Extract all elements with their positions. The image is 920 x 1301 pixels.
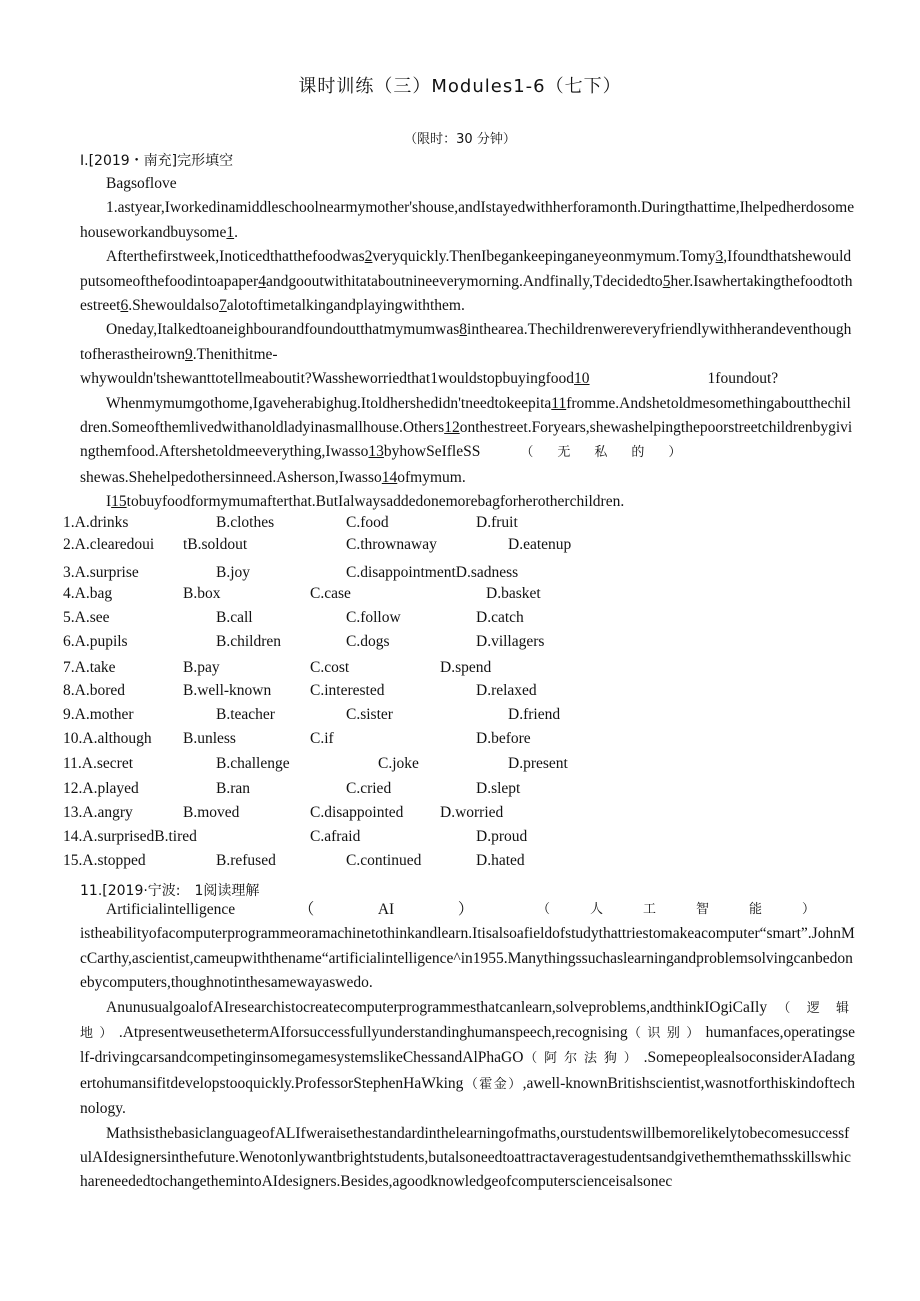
option-6-C: C.dogs <box>346 633 390 650</box>
option-row-5 <box>63 609 863 633</box>
paragraph-5: I15tobuyfoodformymumafterthat.ButIalwaysaddedonemorebagforherotherchildren. <box>106 493 625 511</box>
option-4-A: 4.A.bag <box>63 585 113 602</box>
option-5-B: B.call <box>216 609 253 626</box>
option-13-D: D.worried <box>440 804 504 821</box>
option-9-B: B.teacher <box>216 706 275 723</box>
option-row-11 <box>63 755 863 779</box>
paragraph-2: Afterthefirstweek,Inoticedthatthefoodwas2veryquickly.ThenIbegankeepinganeyeonmymum.Tomy3,Ifoundthatshewouldputsomeofthefoodintoapaper4andgooutwithitataboutnineeverymorning.Andfinally,Tdecidedto5her.Isawhertakingthefoodtothestreet6.Shewouldalso7alotoftimetalkingandplayingwiththem. <box>80 248 853 315</box>
option-row-8 <box>63 682 863 706</box>
option-6-B: B.children <box>216 633 281 650</box>
blank-15: 15 <box>111 493 127 511</box>
option-14-D: D.proud <box>476 828 528 845</box>
paragraph-4: Whenmymumgothome,Igaveherabighug.Itoldhershedidn'tneedtokeepita11fromme.Andshetoldmesomethingaboutthechildren.Someofthemlivedwithanoldladyinasmallhouse.Others12onthestreet.Foryears,shewashelpingthepoorstreetchildrenbygivingthemfood.Aftershetoldmeeverything,Iwasso13byhowSeIfleSS （无私的） <box>80 394 853 461</box>
option-row-4 <box>63 585 863 609</box>
option-row-6 <box>63 633 863 657</box>
section-1-heading: I.[2019・南充]完形填空 <box>80 153 234 169</box>
option-row-7 <box>63 659 863 683</box>
option-row-15 <box>63 852 863 876</box>
option-4-D: D.basket <box>486 585 541 602</box>
section-2-heading: 11.[2019·宁波: 1阅读理解 <box>80 883 260 899</box>
option-1-D: D.fruit <box>476 514 518 531</box>
option-2-D: D.eatenup <box>508 536 572 553</box>
time-limit: （限时：30 分钟） <box>404 132 516 147</box>
option-6-A: 6.A.pupils <box>63 633 128 650</box>
reading-paragraph-1: istheabilityofacomputerprogrammeoramachinetothinkandlearn.Itisalsoafieldofstudythattriestomakeacomputer“smart”.JohnMcCarthy,ascientist,cameupwiththename“artificialintelligence^in1955.Manythingssuchaslearningandproblemsolvingcanbedonebycomputers,thoughnotinthesamewayaswedo. <box>80 925 855 992</box>
blank-5: 5 <box>662 272 671 290</box>
paragraph-3-cont: whywouldn'tshewanttotellmeaboutit?Wassheworriedthat1wouldstopbuyingfood10 1foundout? <box>80 370 779 388</box>
option-1-B: B.clothes <box>216 514 275 531</box>
option-5-A: 5.A.see <box>63 609 110 626</box>
option-8-C: C.interested <box>310 682 385 699</box>
option-row-1 <box>63 514 863 538</box>
option-2-A: 2.A.clearedoui <box>63 536 155 553</box>
option-11-A: 11.A.secret <box>63 755 134 772</box>
option-15-A: 15.A.stopped <box>63 852 146 869</box>
option-3-A: 3.A.surprise <box>63 564 139 581</box>
reading-passage <box>80 898 855 1195</box>
option-10-D: D.before <box>476 730 531 747</box>
option-row-9 <box>63 706 863 730</box>
option-4-B: B.box <box>183 585 221 602</box>
option-row-2 <box>63 536 863 560</box>
option-10-C: C.if <box>310 730 334 747</box>
option-row-10 <box>63 730 863 754</box>
option-6-D: D.villagers <box>476 633 545 650</box>
option-9-D: D.friend <box>508 706 561 723</box>
blank-13: 13 <box>368 443 384 461</box>
blank-7: 7 <box>219 297 227 315</box>
option-3-B: B.joy <box>216 564 251 581</box>
blank-3: 3 <box>715 248 724 266</box>
blank-9: 9 <box>185 345 193 363</box>
option-row-14 <box>63 828 863 852</box>
paragraph-4-cont: shewas.Shehelpedothersinneed.Asherson,Iwasso14ofmymum. <box>80 468 466 486</box>
blank-10: 10 <box>574 370 590 388</box>
option-9-C: C.sister <box>346 706 393 723</box>
blank-11: 11 <box>551 394 567 412</box>
option-2-C: C.thrownaway <box>346 536 437 553</box>
option-11-D: D.present <box>508 755 568 772</box>
option-10-A: 10.A.although <box>63 730 152 747</box>
option-9-A: 9.A.mother <box>63 706 134 723</box>
option-5-C: C.follow <box>346 609 401 626</box>
reading-line-1: Artificialintelligence （ AI ） （人工智能） <box>106 901 855 918</box>
option-1-C: C.food <box>346 514 389 531</box>
cloze-passage <box>80 172 855 515</box>
option-13-C: C.disappointed <box>310 804 404 821</box>
option-11-B: B.challenge <box>216 755 290 772</box>
option-12-D: D.slept <box>476 780 521 797</box>
blank-12: 12 <box>444 419 460 437</box>
option-15-B: B.refused <box>216 852 276 869</box>
option-8-D: D.relaxed <box>476 682 537 699</box>
reading-paragraph-2: AnunusualgoalofAIresearchistocreatecomputerprogrammesthatcanlearn,solveproblems,andthinkIOgiCaIly（逻辑地）.AtpresentweusethetermAIforsuccessfullyunderstandinghumanspeech,recognising（识别）humanfaces,operatingself-drivingcarsandcompetinginsomegamesystemslikeChessandAlPhaGO（阿尔法狗）.SomepeoplealsoconsiderAIadangertohumansifitdevelopstooquickly.ProfessorStephenHaWking（霍金）,awell-knownBritishscientist,wasnotforthiskindoftechnology. <box>80 998 855 1118</box>
option-15-C: C.continued <box>346 852 422 869</box>
option-13-A: 13.A.angry <box>63 804 133 821</box>
option-15-D: D.hated <box>476 852 525 869</box>
option-11-C: C.joke <box>378 755 419 772</box>
option-14-C: C.afraid <box>310 828 361 845</box>
option-row-12 <box>63 780 863 804</box>
paragraph-1: 1.astyear,Iworkedinamiddleschoolnearmymother'shouse,andIstayedwithherforamonth.Duringthattime,Ihelpedherdosomehouseworkandbuysome1. <box>80 199 855 241</box>
option-12-B: B.ran <box>216 780 251 797</box>
option-5-D: D.catch <box>476 609 524 626</box>
option-1-A: 1.A.drinks <box>63 514 129 531</box>
option-14-A: 14.A.surprisedB.tired <box>63 828 197 845</box>
option-2-B: tB.soldout <box>183 536 248 553</box>
option-7-B: B.pay <box>183 659 220 676</box>
option-12-A: 12.A.played <box>63 780 139 797</box>
option-4-C: C.case <box>310 585 351 602</box>
blank-2: 2 <box>364 248 373 266</box>
option-7-C: C.cost <box>310 659 350 676</box>
passage-title: Bagsoflove <box>106 175 177 192</box>
option-13-B: B.moved <box>183 804 240 821</box>
option-12-C: C.cried <box>346 780 392 797</box>
paragraph-3: Oneday,Italkedtoaneighbourandfoundoutthatmymumwas8inthearea.Thechildrenwereveryfriendlywithherandeventhoughtofherastheirown9.Thenithitme- <box>80 321 852 363</box>
option-3-C: C.disappointmentD.sadness <box>346 564 519 581</box>
option-8-B: B.well-known <box>183 682 272 699</box>
option-row-13 <box>63 804 863 828</box>
blank-6: 6 <box>120 297 129 315</box>
option-7-A: 7.A.take <box>63 659 116 676</box>
page-title: 课时训练（三）Modules1-6（七下） <box>298 76 622 97</box>
blank-14: 14 <box>381 468 398 486</box>
option-8-A: 8.A.bored <box>63 682 125 699</box>
reading-paragraph-3: MathsisthebasiclanguageofALIfweraisethestandardinthelearningofmaths,ourstudentswillbemorelikelytobecomesuccessfulAIdesignersinthefuture.Wenotonlywantbrightstudents,butalsoneedtoattractaveragestudentsandgivethemthemathsskillswhichareneededtochangethemintoAIdesigners.Besides,agoodknowledgeofcomputerscienceisalsonec <box>80 1124 851 1191</box>
blank-4: 4 <box>258 272 266 290</box>
blank-1: 1 <box>226 223 235 241</box>
option-7-D: D.spend <box>440 659 492 676</box>
blank-8: 8 <box>459 321 468 339</box>
option-10-B: B.unless <box>183 730 236 747</box>
